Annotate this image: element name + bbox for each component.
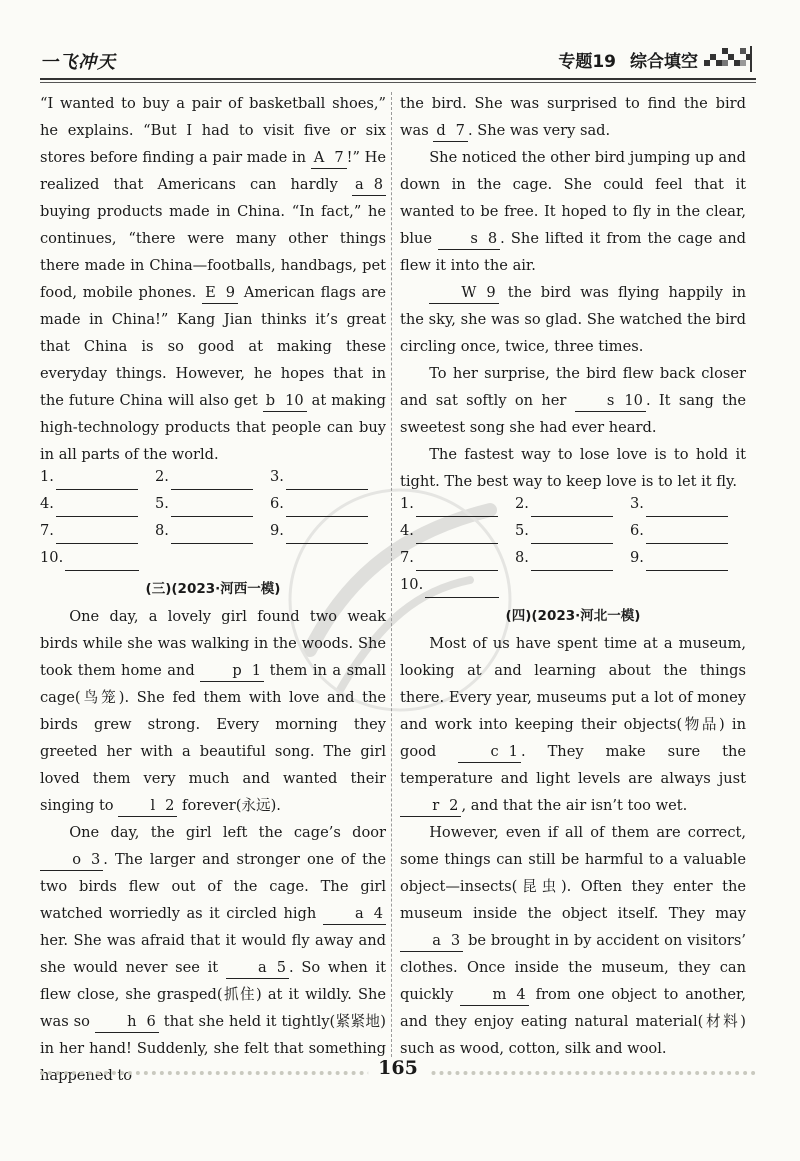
cloze-blank-3[interactable]: a 3 [400, 931, 463, 952]
answer-field[interactable]: 4. [40, 490, 155, 522]
cloze-blank-2[interactable]: l 2 [118, 796, 177, 817]
passage-paragraph: The fastest way to lose love is to hold it tight. The best way to keep love is to let it fly. [400, 446, 746, 490]
cloze-blank-4[interactable]: a 4 [323, 904, 386, 925]
cloze-blank-7[interactable]: d 7 [433, 121, 468, 142]
header-rule-thin [40, 82, 756, 83]
answer-field[interactable]: 5. [515, 517, 630, 549]
answer-field[interactable]: 6. [630, 517, 745, 549]
answer-field[interactable]: 8. [155, 517, 270, 549]
answer-field[interactable]: 7. [40, 517, 155, 549]
page-header [40, 44, 756, 84]
answer-field[interactable]: 3. [630, 490, 745, 522]
topic-number: 专题19 [558, 52, 616, 72]
answer-field[interactable]: 8. [515, 544, 630, 576]
page-footer [40, 1057, 756, 1087]
answer-field[interactable]: 4. [400, 517, 515, 549]
right-column [400, 90, 746, 1062]
answer-field[interactable]: 2. [155, 463, 270, 495]
cloze-blank-3[interactable]: o 3 [40, 850, 103, 871]
passage-paragraph: However, even if all of them are correct, some things can still be harmful to a valuable object—insects(昆虫). Often they enter the museum inside the object itself. They may a 3 be brought in by accident on visitors’ clothes. Once inside the museum, they can quickly m 4 from one object to another, and they enjoy eating natural material(材料) such as wood, cotton, silk and wool. [400, 824, 747, 1057]
cloze-blank-5[interactable]: a 5 [226, 958, 289, 979]
section-title: (三)(2023·河西一模) [145, 581, 281, 597]
answer-field[interactable]: 2. [515, 490, 630, 522]
page-number: 165 [368, 1057, 428, 1079]
cloze-blank-4[interactable]: m 4 [460, 985, 528, 1006]
cloze-blank-1[interactable]: p 1 [200, 661, 264, 682]
passage-paragraph: “I wanted to buy a pair of basketball shoes,” he explains. “But I had to visit five or six stores before finding a pair made in A 7 !” He realized that Americans can hardly a 8 buying products made in China. “In fact,” he continues, “there were many other things there made in China—footballs, handbags, pet food, mobile phones. E 9 American flags are made in China!” Kang Jian thinks it’s great that China is so good at making these everyday things. However, he hopes that in the future China will also get b 10 at making high-technology products that people can buy in all parts of the world. [40, 95, 387, 463]
checker-decoration-icon [704, 46, 756, 72]
answer-field[interactable]: 10. [400, 571, 515, 603]
passage-paragraph: Most of us have spent time at a museum, looking at and learning about the things there. Every year, museums put a lot of money and work into keeping their objects(物品) in good c 1 . They make sure the temperature and light levels are always just r 2 , and that the air isn’t too wet. [400, 630, 746, 819]
cloze-blank-2[interactable]: r 2 [400, 796, 461, 817]
cloze-blank-9[interactable]: E 9 [202, 283, 238, 304]
cloze-blank-10[interactable]: s 10 [575, 391, 646, 412]
left-column [40, 90, 386, 1089]
cloze-blank-8[interactable]: s 8 [438, 229, 500, 250]
answer-field[interactable]: 3. [270, 463, 385, 495]
passage-paragraph: W 9 the bird was flying happily in the sky, she was so glad. She watched the bird circling once, twice, three times. [400, 284, 747, 355]
answer-field[interactable]: 10. [40, 544, 155, 576]
cloze-blank-7[interactable]: A 7 [311, 148, 347, 169]
passage-paragraph: She noticed the other bird jumping up and down in the cage. She could feel that it wanted to be free. It hoped to fly in the clear, blue s 8 . She lifted it from the cage and flew it into the air. [400, 149, 746, 274]
answer-field[interactable]: 9. [270, 517, 385, 549]
header-topic [558, 47, 698, 72]
passage-paragraph: the bird. She was surprised to find the bird was d 7 . She was very sad. [400, 90, 746, 144]
answer-grid [40, 468, 386, 576]
answer-field[interactable]: 7. [400, 544, 515, 576]
passage-paragraph: To her surprise, the bird flew back closer and sat softly on her s 10 . It sang the sweetest song she had ever heard. [400, 365, 746, 436]
column-divider [391, 92, 392, 1062]
cloze-blank-8[interactable]: a 8 [352, 175, 386, 196]
passage-paragraph: One day, the girl left the cage’s door o 3 . The larger and stronger one of the two birds flew out of the cage. The girl watched worriedly as it circled high a 4 her. She was afraid that it would fly away and she would never see it a 5 . So when it flew close, she grasped(抓住) at it wildly. She was so h 6 that she held it tightly(紧紧地) in her hand! Suddenly, she felt that something happened to [40, 824, 387, 1084]
cloze-blank-10[interactable]: b 10 [263, 391, 307, 412]
brand-logo: 一飞冲天 [40, 52, 116, 73]
cloze-blank-1[interactable]: c 1 [458, 742, 521, 763]
answer-field[interactable]: 1. [40, 463, 155, 495]
answer-field[interactable]: 1. [400, 490, 515, 522]
header-rule [40, 78, 756, 80]
answer-field[interactable]: 9. [630, 544, 745, 576]
answer-grid [400, 495, 746, 603]
topic-title: 综合填空 [630, 52, 698, 72]
passage-paragraph: One day, a lovely girl found two weak birds while she was walking in the woods. She took them home and p 1 them in a small cage(鸟笼). She fed them with love and the birds grew strong. Every morning they greeted her with a beautiful song. The girl loved them very much and wanted their singing to l 2 forever(永远). [40, 603, 386, 819]
cloze-blank-9[interactable]: W 9 [429, 283, 498, 304]
section-title: (四)(2023·河北一模) [505, 608, 641, 624]
answer-field[interactable]: 5. [155, 490, 270, 522]
cloze-blank-6[interactable]: h 6 [95, 1012, 159, 1033]
answer-field[interactable]: 6. [270, 490, 385, 522]
